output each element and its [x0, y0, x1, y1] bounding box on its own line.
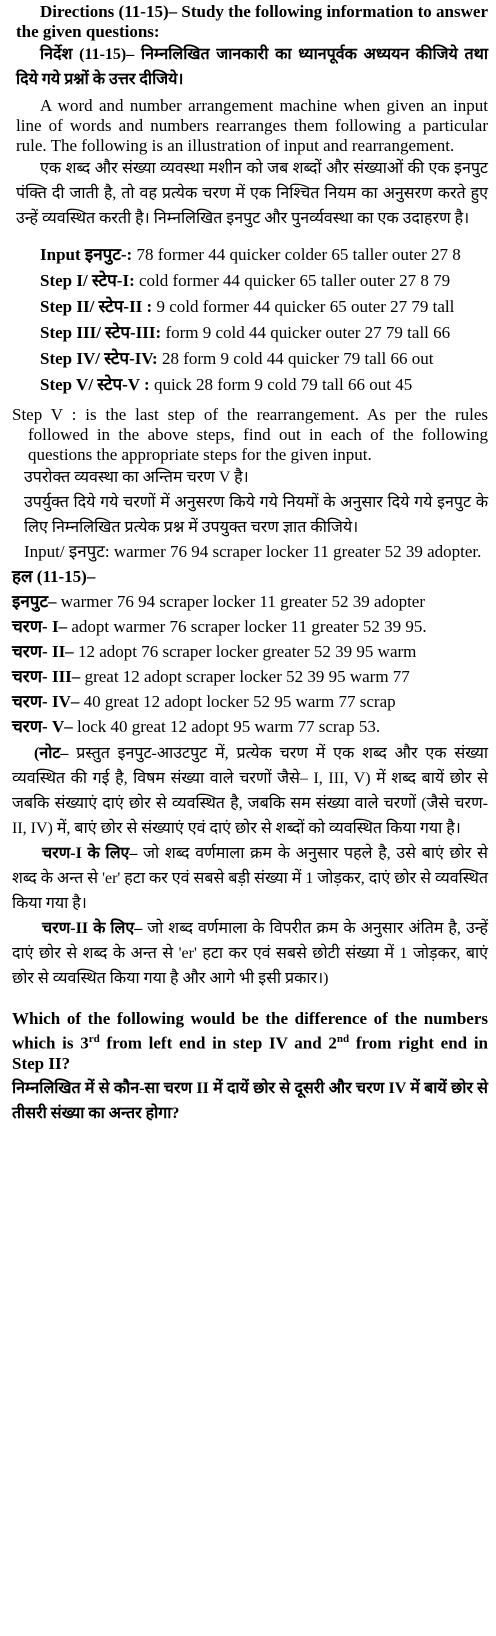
example-step1-row	[26, 271, 488, 291]
example-step1-label: Step I/ स्टेप-I:	[40, 271, 135, 290]
solution-step1-rule-label: चरण-I के लिए–	[42, 845, 138, 862]
solution-step1-label: चरण- I–	[12, 617, 68, 636]
solution-step2-row	[12, 639, 488, 664]
question-hi: निम्नलिखित में से कौन-सा चरण II में दायें छोर से दूसरी और चरण IV में बायें छोर से तीसरी संख्या का अन्तर होगा?	[12, 1079, 488, 1122]
example-step4-text: 28 form 9 cold 44 quicker 79 tall 66 out	[161, 349, 434, 368]
solution-step2-text: 12 adopt 76 scraper locker greater 52 39 95 warm	[77, 642, 417, 661]
directions-hi: निर्देश (11-15)– निम्नलिखित जानकारी का ध्यानपूर्वक अध्ययन कीजिये तथा दिये गये प्रश्नों के उत्तर दीजिये।	[16, 46, 488, 88]
note-hi-2: उपर्युक्त दिये गये चरणों में अनुसरण किये गये नियमों के अनुसार दिये गये इनपुट के लिए निम्नलिखित प्रत्येक प्रश्न में उपयुक्त चरण ज्ञात कीजिये।	[24, 494, 488, 536]
solution-step1-row	[12, 614, 488, 639]
question-en-sup2: nd	[336, 1033, 350, 1045]
example-step3-text: form 9 cold 44 quicker outer 27 79 tall 66	[165, 323, 451, 342]
solution-step4-text: 40 great 12 adopt locker 52 95 warm 77 scrap	[83, 692, 396, 711]
note-hi-1: उपरोक्त व्यवस्था का अन्तिम चरण V है।	[24, 469, 249, 486]
solution-heading: हल (11-15)–	[12, 567, 96, 586]
question-en-part3: from right end in Step II?	[12, 1033, 489, 1073]
solution-input-row	[12, 589, 488, 614]
example-step4-label: Step IV/ स्टेप-IV:	[40, 349, 158, 368]
solution-note	[12, 741, 488, 841]
intro-block	[16, 96, 488, 231]
solution-step2-rule	[12, 916, 488, 991]
example-step3-label: Step III/ स्टेप-III:	[40, 323, 162, 342]
question-en	[12, 1009, 488, 1074]
example-step1-text: cold former 44 quicker 65 taller outer 27 8 79	[138, 271, 451, 290]
example-steps	[16, 245, 488, 395]
solution-step2-label: चरण- II–	[12, 642, 74, 661]
solution-step4-row	[12, 689, 488, 714]
solution-step2-rule-label: चरण-II के लिए–	[42, 920, 143, 937]
solution-step5-label: चरण- V–	[12, 717, 73, 736]
solution-step3-label: चरण- III–	[12, 667, 81, 686]
solution-step1-text: adopt warmer 76 scraper locker 11 greater 52 39 95.	[71, 617, 427, 636]
solution-step5-row	[12, 714, 488, 739]
directions-block	[16, 0, 488, 92]
solution-block	[12, 564, 488, 991]
example-input-text: 78 former 44 quicker colder 65 taller outer 27 8	[136, 245, 461, 264]
question-en-part1: Which of the following would be the difference of the numbers which is 3	[12, 1009, 488, 1053]
solution-step3-row	[12, 664, 488, 689]
solution-input-label: इनपुट–	[12, 592, 57, 611]
example-input-row	[26, 245, 488, 265]
solution-note-text: प्रस्तुत इनपुट-आउटपुट में, प्रत्येक चरण में एक शब्द और एक संख्या व्यवस्थित की गई है, विषम संख्या वाले चरणों जैसे– I, III, V) में शब्द बायें छोर से जबकि संख्याएं दाएं छोर से व्यवस्थित है, जबकि सम संख्या वाले चरणों (जैसे चरण- II, IV) में, बाएं छोर से संख्याएं एवं दाएं छोर से शब्दों को व्यवस्थित किया गया है।	[12, 745, 488, 837]
example-step3-row	[26, 323, 488, 343]
solution-step4-label: चरण- IV–	[12, 692, 80, 711]
solution-step1-rule-text: जो शब्द वर्णमाला क्रम के अनुसार पहले है, उसे बाएं छोर से शब्द के अन्त से 'er' हटा कर एवं सबसे बड़ी संख्या में 1 जोड़कर, दाएं छोर से व्यवस्थित किया गया है।	[12, 845, 488, 912]
question-block	[12, 1009, 488, 1126]
example-input-label: Input इनपुट-:	[40, 245, 133, 264]
solution-step2-rule-text: जो शब्द वर्णमाला के विपरीत क्रम के अनुसार अंतिम है, उन्हें दाएं छोर से शब्द के अन्त से 'er' हटा कर एवं सबसे छोटी संख्या में 1 जोड़कर, बाएं छोर से व्यवस्थित किया गया है और आगे भी इसी प्रकार।)	[12, 920, 488, 987]
example-step5-text: quick 28 form 9 cold 79 tall 66 out 45	[153, 375, 413, 394]
note-en: Step V : is the last step of the rearrangement. As per the rules followed in the above steps, find out in each of the following questions the appropriate steps for the given input.	[12, 405, 488, 464]
example-step2-text: 9 cold former 44 quicker 65 outer 27 79 tall	[156, 297, 455, 316]
intro-hi: एक शब्द और संख्या व्यवस्था मशीन को जब शब्दों और संख्याओं की एक इनपुट पंक्ति दी जाती है, तो वह प्रत्येक चरण में एक निश्चित नियम का अनुसरण करते हुए उन्हें व्यवस्थित करती है। निम्नलिखित इनपुट और पुनर्व्यवस्था का एक उदाहरण है।	[16, 160, 488, 227]
question-en-part2: from left end in step IV and 2	[99, 1033, 337, 1053]
directions-en: Directions (11-15)– Study the following information to answer the given questions:	[16, 2, 488, 41]
solution-note-label: (नोट–	[34, 745, 69, 762]
intro-en: A word and number arrangement machine when given an input line of words and numbers rearranges them following a particular rule. The following is an illustration of input and rearrangement.	[16, 96, 488, 155]
note-block	[12, 405, 488, 562]
example-step4-row	[26, 349, 488, 369]
example-step2-row	[26, 297, 488, 317]
example-step5-row	[26, 375, 488, 395]
example-step5-label: Step V/ स्टेप-V :	[40, 375, 150, 394]
solution-step5-text: lock 40 great 12 adopt 95 warm 77 scrap 53.	[76, 717, 381, 736]
solution-step1-rule	[12, 841, 488, 916]
example-step2-label: Step II/ स्टेप-II :	[40, 297, 153, 316]
solution-input-text: warmer 76 94 scraper locker 11 greater 52 39 adopter	[60, 592, 426, 611]
note-input: Input/ इनपुट: warmer 76 94 scraper locker 11 greater 52 39 adopter.	[24, 542, 482, 561]
question-en-sup1: rd	[88, 1033, 100, 1045]
solution-step3-text: great 12 adopt scraper locker 52 39 95 warm 77	[84, 667, 410, 686]
